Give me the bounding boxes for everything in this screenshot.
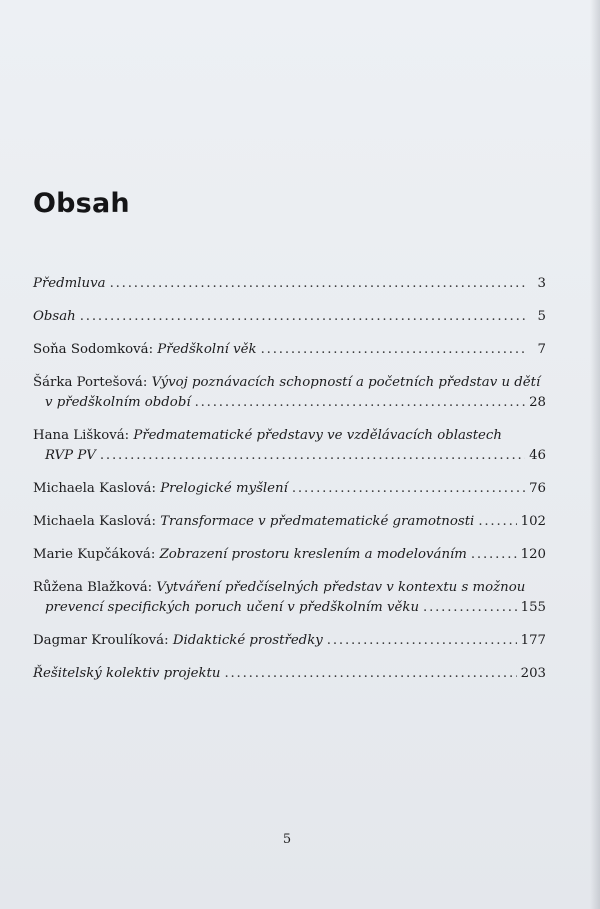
entry-author: Růžena Blažková: <box>33 580 153 595</box>
entry-title: Vytváření předčíselných představ v kontextu s možnou <box>156 580 526 595</box>
entry-title: Předškolní věk <box>157 342 257 357</box>
dot-leader <box>195 393 526 413</box>
entry-title: Zobrazení prostoru kreslením a modelováním <box>159 547 467 562</box>
dot-leader <box>100 446 525 466</box>
entry-page-number: 5 <box>537 309 546 324</box>
entry-page-number: 46 <box>529 448 546 463</box>
entry-title: Vývoj poznávacích schopností a početních představ u dětí <box>151 375 541 390</box>
toc-entry <box>33 512 546 532</box>
table-of-contents <box>33 274 546 697</box>
entry-page-number: 177 <box>520 633 546 648</box>
toc-entry <box>33 373 546 413</box>
dot-leader <box>292 479 525 499</box>
entry-page-number: 203 <box>520 666 546 681</box>
toc-entry <box>33 274 546 294</box>
toc-entry <box>33 340 546 360</box>
entry-title: Řešitelský kolektiv projektu <box>33 666 221 681</box>
dot-leader <box>423 598 517 618</box>
entry-title: Didaktické prostředky <box>172 633 323 648</box>
toc-entry <box>33 578 546 618</box>
toc-entry <box>33 631 546 651</box>
dot-leader <box>471 545 517 565</box>
entry-author: Marie Kupčáková: <box>33 547 156 562</box>
entry-author: Michaela Kaslová: <box>33 481 156 496</box>
entry-page-number: 120 <box>520 547 546 562</box>
page-number: 5 <box>282 832 292 847</box>
entry-page-number: 102 <box>520 514 546 529</box>
entry-page-number: 28 <box>529 395 546 410</box>
entry-author: Hana Lišková: <box>33 428 130 443</box>
entry-author: Dagmar Kroulíková: <box>33 633 169 648</box>
entry-title-continued: prevencí specifických poruch učení v předškolním věku <box>45 600 420 615</box>
entry-author: Soňa Sodomková: <box>33 342 154 357</box>
toc-entry <box>33 307 546 327</box>
entry-title: Transformace v předmatematické gramotnosti <box>160 514 475 529</box>
toc-entry <box>33 479 546 499</box>
entry-author: Šárka Portešová: <box>33 375 148 390</box>
entry-page-number: 76 <box>529 481 546 496</box>
toc-entry <box>33 426 546 466</box>
dot-leader <box>80 307 528 327</box>
entry-page-number: 155 <box>520 600 546 615</box>
entry-page-number: 7 <box>537 342 546 357</box>
entry-title: Obsah <box>33 309 76 324</box>
toc-entry <box>33 545 546 565</box>
entry-page-number: 3 <box>537 276 546 291</box>
dot-leader <box>224 664 516 684</box>
entry-title: Předmluva <box>33 276 106 291</box>
dot-leader <box>327 631 517 651</box>
entry-title-continued: RVP PV <box>45 448 96 463</box>
dot-leader <box>110 274 528 294</box>
entry-title: Předmatematické představy ve vzdělávacích oblastech <box>133 428 502 443</box>
page-edge-shadow <box>590 0 600 909</box>
toc-entry <box>33 664 546 684</box>
contents-heading: Obsah <box>33 188 130 219</box>
dot-leader <box>261 340 528 360</box>
entry-title-continued: v předškolním období <box>45 395 191 410</box>
entry-title: Prelogické myšlení <box>160 481 288 496</box>
entry-author: Michaela Kaslová: <box>33 514 156 529</box>
dot-leader <box>478 512 516 532</box>
